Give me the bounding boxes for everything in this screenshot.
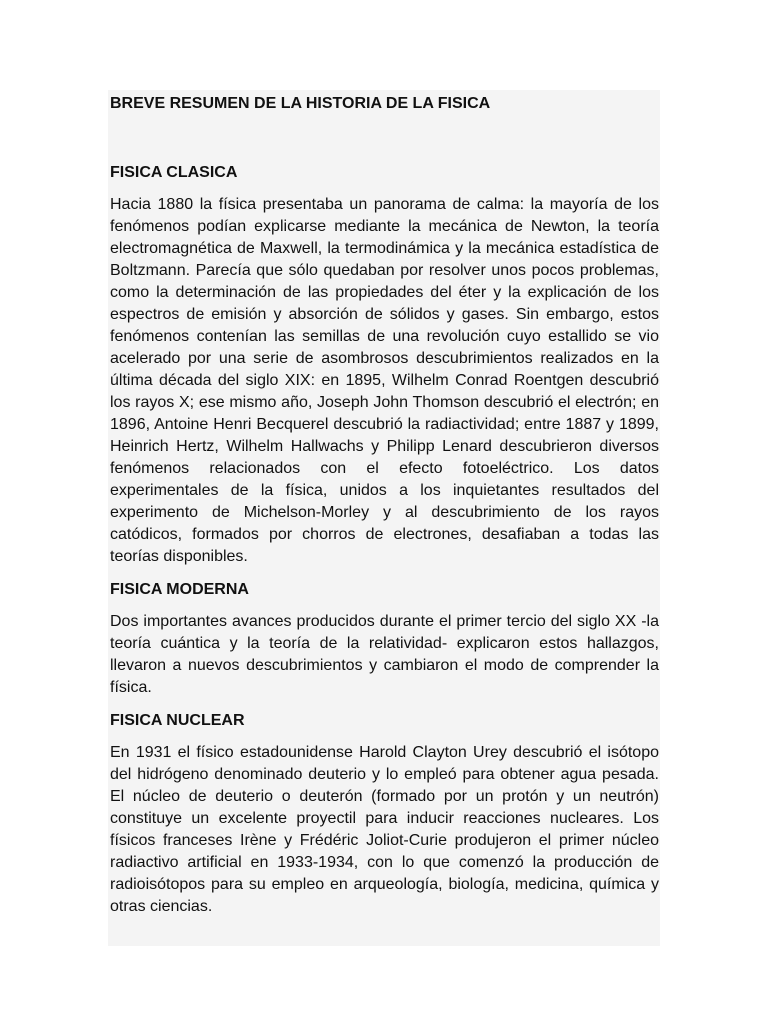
section-text-fisica-nuclear: En 1931 el físico estadounidense Harold Clayton Urey descubrió el isótopo del hidrógeno denominado deuterio y lo empleó para obtener agua pesada. El núcleo de deuterio o deuterón (formado por un protón y un neutrón) constituye un excelente proyectil para inducir reacciones nucleares. Los físicos franceses Irène y Frédéric Joliot-Curie produjeron el primer núcleo radiactivo artificial en 1933-1934, con lo que comenzó la producción de radioisótopos para su empleo en arqueología, biología, medicina, química y otras ciencias. [110, 744, 659, 915]
section-heading-fisica-moderna: FISICA MODERNA [110, 581, 249, 598]
document-page [108, 90, 660, 946]
section-text-fisica-clasica: Hacia 1880 la física presentaba un panorama de calma: la mayoría de los fenómenos podían explicarse mediante la mecánica de Newton, la teoría electromagnética de Maxwell, la termodinámica y la mecánica estadística de Boltzmann. Parecía que sólo quedaban por resolver unos pocos problemas, como la determinación de las propiedades del éter y la explicación de los espectros de emisión y absorción de sólidos y gases. Sin embargo, estos fenómenos contenían las semillas de una revolución cuyo estallido se vio acelerado por una serie de asombrosos descubrimientos realizados en la última década del siglo XIX: en 1895, Wilhelm Conrad Roentgen descubrió los rayos X; ese mismo año, Joseph John Thomson descubrió el electrón; en 1896, Antoine Henri Becquerel descubrió la radiactividad; entre 1887 y 1899, Heinrich Hertz, Wilhelm Hallwachs y Philipp Lenard descubrieron diversos fenómenos relacionados con el efecto fotoeléctrico. Los datos experimentales de la física, unidos a los inquietantes resultados del experimento de Michelson-Morley y al descubrimiento de los rayos catódicos, formados por chorros de electrones, desafiaban a todas las teorías disponibles. [110, 196, 659, 565]
section-text-fisica-moderna: Dos importantes avances producidos durante el primer tercio del siglo XX -la teoría cuántica y la teoría de la relatividad- explicaron estos hallazgos, llevaron a nuevos descubrimientos y cambiaron el modo de comprender la física. [110, 613, 659, 696]
document-body [110, 93, 659, 918]
section-heading-fisica-clasica: FISICA CLASICA [110, 164, 238, 181]
document-title: BREVE RESUMEN DE LA HISTORIA DE LA FISICA [110, 95, 491, 112]
section-heading-fisica-nuclear: FISICA NUCLEAR [110, 712, 245, 729]
